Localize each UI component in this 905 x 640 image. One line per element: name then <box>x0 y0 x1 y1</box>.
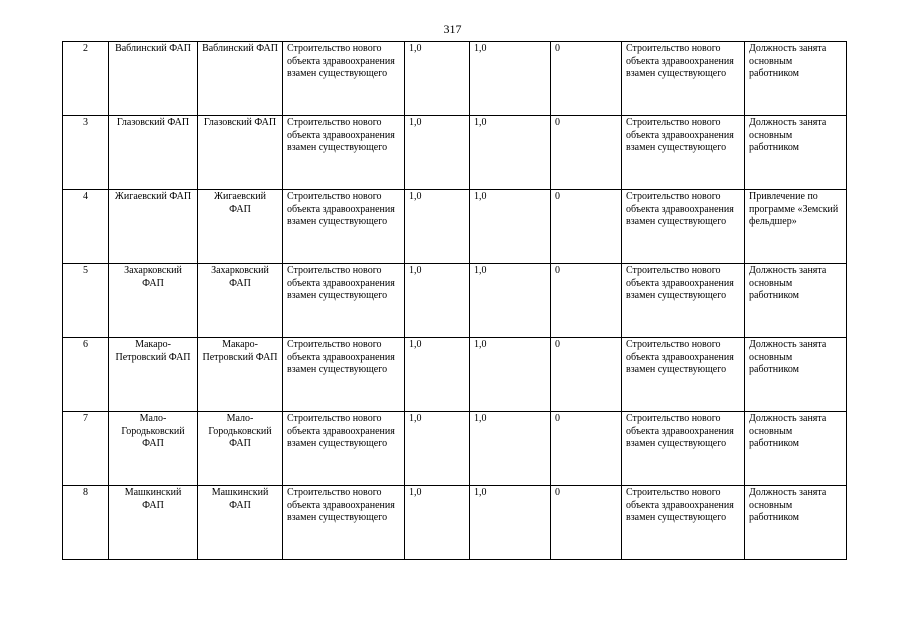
plan-cell: Строительство нового объекта здравоохранения взамен существующего <box>622 116 745 190</box>
action-cell: Строительство нового объекта здравоохранения взамен существующего <box>283 116 405 190</box>
value-2-cell: 1,0 <box>470 412 551 486</box>
facility-short-name-cell: Макаро-Петровский ФАП <box>198 338 283 412</box>
value-1-cell: 1,0 <box>405 42 470 116</box>
plan-cell: Строительство нового объекта здравоохранения взамен существующего <box>622 412 745 486</box>
action-cell: Строительство нового объекта здравоохранения взамен существующего <box>283 486 405 560</box>
note-cell: Должность занята основным работником <box>745 338 847 412</box>
facilities-table <box>62 41 847 560</box>
value-1-cell: 1,0 <box>405 190 470 264</box>
facility-short-name-cell: Жигаевский ФАП <box>198 190 283 264</box>
page-number: 317 <box>443 22 462 36</box>
note-cell: Привлечение по программе «Земский фельдшер» <box>745 190 847 264</box>
facility-short-name-cell: Захарковский ФАП <box>198 264 283 338</box>
value-3-cell: 0 <box>551 190 622 264</box>
table-row <box>63 264 847 338</box>
facility-name-cell: Ваблинский ФАП <box>109 42 198 116</box>
facility-name-cell: Глазовский ФАП <box>109 116 198 190</box>
table-row <box>63 116 847 190</box>
facility-name-cell: Макаро-Петровский ФАП <box>109 338 198 412</box>
value-3-cell: 0 <box>551 486 622 560</box>
action-cell: Строительство нового объекта здравоохранения взамен существующего <box>283 412 405 486</box>
note-cell: Должность занята основным работником <box>745 42 847 116</box>
row-number-cell: 7 <box>63 412 109 486</box>
plan-cell: Строительство нового объекта здравоохранения взамен существующего <box>622 190 745 264</box>
plan-cell: Строительство нового объекта здравоохранения взамен существующего <box>622 264 745 338</box>
table-row <box>63 486 847 560</box>
facility-name-cell: Жигаевский ФАП <box>109 190 198 264</box>
row-number-cell: 4 <box>63 190 109 264</box>
value-1-cell: 1,0 <box>405 412 470 486</box>
row-number-cell: 5 <box>63 264 109 338</box>
table-row <box>63 42 847 116</box>
row-number-cell: 3 <box>63 116 109 190</box>
value-1-cell: 1,0 <box>405 116 470 190</box>
value-2-cell: 1,0 <box>470 264 551 338</box>
table-row <box>63 412 847 486</box>
plan-cell: Строительство нового объекта здравоохранения взамен существующего <box>622 42 745 116</box>
facility-short-name-cell: Машкинский ФАП <box>198 486 283 560</box>
plan-cell: Строительство нового объекта здравоохранения взамен существующего <box>622 338 745 412</box>
note-cell: Должность занята основным работником <box>745 264 847 338</box>
row-number-cell: 8 <box>63 486 109 560</box>
facility-short-name-cell: Ваблинский ФАП <box>198 42 283 116</box>
value-1-cell: 1,0 <box>405 264 470 338</box>
action-cell: Строительство нового объекта здравоохранения взамен существующего <box>283 264 405 338</box>
table-row <box>63 190 847 264</box>
note-cell: Должность занята основным работником <box>745 486 847 560</box>
value-2-cell: 1,0 <box>470 190 551 264</box>
action-cell: Строительство нового объекта здравоохранения взамен существующего <box>283 338 405 412</box>
value-3-cell: 0 <box>551 42 622 116</box>
value-1-cell: 1,0 <box>405 338 470 412</box>
value-2-cell: 1,0 <box>470 116 551 190</box>
row-number-cell: 6 <box>63 338 109 412</box>
value-3-cell: 0 <box>551 338 622 412</box>
action-cell: Строительство нового объекта здравоохранения взамен существующего <box>283 42 405 116</box>
value-3-cell: 0 <box>551 116 622 190</box>
facility-name-cell: Машкинский ФАП <box>109 486 198 560</box>
value-2-cell: 1,0 <box>470 338 551 412</box>
value-3-cell: 0 <box>551 264 622 338</box>
facility-short-name-cell: Глазовский ФАП <box>198 116 283 190</box>
note-cell: Должность занята основным работником <box>745 412 847 486</box>
note-cell: Должность занята основным работником <box>745 116 847 190</box>
value-2-cell: 1,0 <box>470 486 551 560</box>
facility-name-cell: Мало-Городьковский ФАП <box>109 412 198 486</box>
table-body <box>63 42 847 560</box>
row-number-cell: 2 <box>63 42 109 116</box>
value-2-cell: 1,0 <box>470 42 551 116</box>
action-cell: Строительство нового объекта здравоохранения взамен существующего <box>283 190 405 264</box>
plan-cell: Строительство нового объекта здравоохранения взамен существующего <box>622 486 745 560</box>
table-row <box>63 338 847 412</box>
facility-short-name-cell: Мало-Городьковский ФАП <box>198 412 283 486</box>
value-1-cell: 1,0 <box>405 486 470 560</box>
facility-name-cell: Захарковский ФАП <box>109 264 198 338</box>
value-3-cell: 0 <box>551 412 622 486</box>
